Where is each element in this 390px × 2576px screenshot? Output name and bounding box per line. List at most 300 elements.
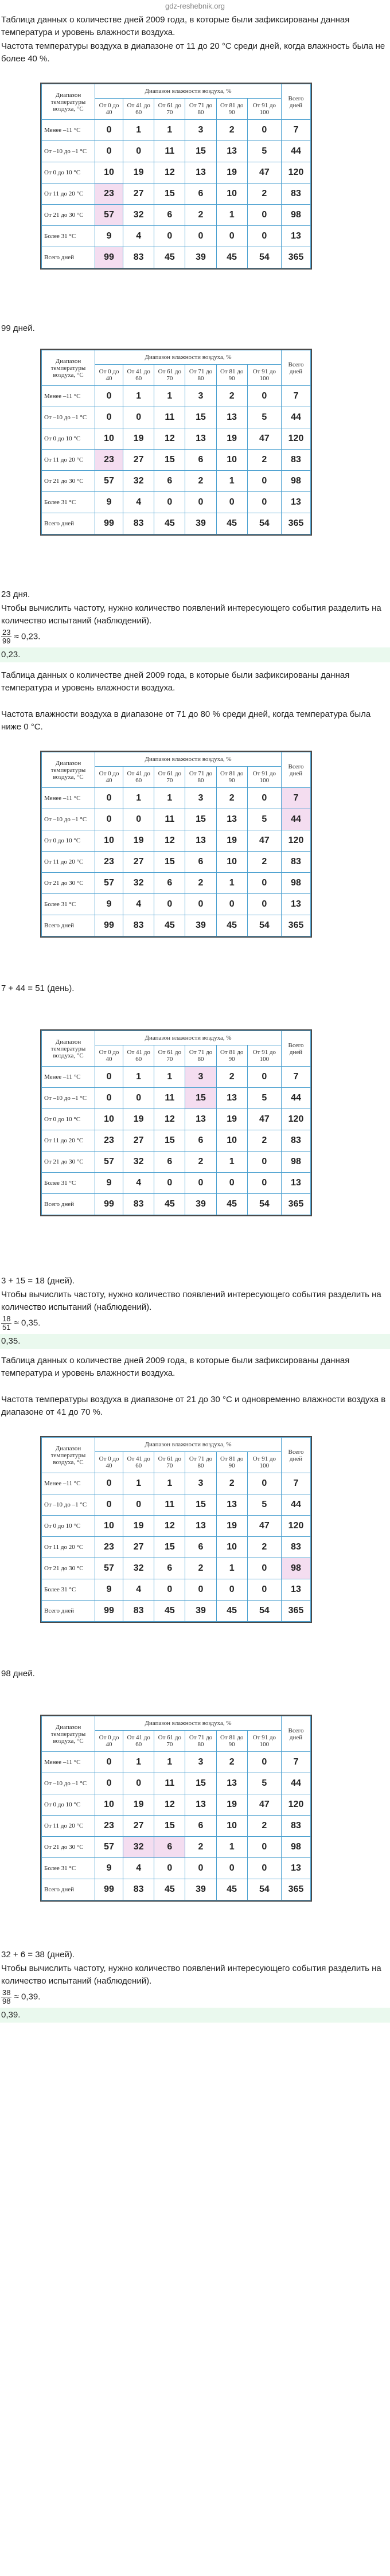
table-cell: 19: [216, 1109, 247, 1130]
table-cell: 15: [185, 1494, 216, 1516]
total-cell: 83: [282, 1130, 311, 1152]
row-label: Более 31 °C: [42, 226, 95, 247]
table-cell: 54: [247, 1601, 281, 1622]
total-cell: 13: [282, 1858, 311, 1879]
table-cell: 57: [95, 205, 123, 226]
header-humidity: Диапазон влажности воздуха, %: [95, 1031, 282, 1045]
task3-days: 98 дней.: [1, 1669, 35, 1679]
row-label: От 0 до 10 °C: [42, 1516, 95, 1537]
table-row: [42, 1194, 311, 1215]
row-label: От 11 до 20 °C: [42, 1537, 95, 1558]
frac1-result: ≈ 0,23.: [14, 631, 41, 642]
table-row: [42, 120, 311, 141]
table-cell: 1: [216, 873, 247, 894]
table-cell: 1: [123, 788, 154, 809]
table-cell: 4: [123, 226, 154, 247]
table-cell: 0: [247, 205, 281, 226]
header-col: От 0 до 40: [95, 1452, 123, 1473]
task2-calc: 7 + 44 = 51 (день).: [1, 983, 75, 993]
table-cell: 57: [95, 1558, 123, 1579]
table-row: [42, 492, 311, 513]
table-cell: 9: [95, 1858, 123, 1879]
table-cell: 0: [95, 141, 123, 162]
task1-selected: 23 дня.: [1, 590, 30, 599]
table-cell: 45: [154, 1194, 185, 1215]
table-row: [42, 788, 311, 809]
table-cell: 0: [95, 1473, 123, 1494]
table-cell: 2: [185, 1152, 216, 1173]
header-col: От 0 до 40: [95, 1045, 123, 1067]
header-col: От 81 до 90: [216, 1045, 247, 1067]
task3-selected: 32 + 6 = 38 (дней).: [1, 1950, 75, 1960]
header-col: От 71 до 80: [185, 767, 216, 788]
table-cell: 0: [154, 1858, 185, 1879]
table-cell: 10: [216, 1816, 247, 1837]
table-cell: 5: [247, 407, 281, 428]
table-cell: 45: [154, 513, 185, 534]
table-5: [40, 1436, 312, 1623]
total-cell: 7: [282, 120, 311, 141]
table-cell: 0: [247, 1152, 281, 1173]
table-row: [42, 386, 311, 407]
total-cell: 13: [282, 1579, 311, 1601]
table-cell: 13: [185, 162, 216, 184]
total-cell: 83: [282, 1816, 311, 1837]
table-cell: 10: [216, 1130, 247, 1152]
table-cell: 13: [185, 1109, 216, 1130]
total-cell: 83: [282, 1537, 311, 1558]
table-cell: 45: [216, 247, 247, 268]
table-cell: 0: [95, 386, 123, 407]
table-cell: 54: [247, 915, 281, 936]
row-label: Менее –11 °C: [42, 1752, 95, 1773]
table-cell: 2: [247, 1816, 281, 1837]
frac3-result: ≈ 0,39.: [14, 1992, 41, 2002]
table-cell: 0: [247, 788, 281, 809]
table-row: [42, 141, 311, 162]
header-humidity: Диапазон влажности воздуха, %: [95, 84, 282, 99]
table-cell: 9: [95, 1173, 123, 1194]
table-row: [42, 830, 311, 852]
row-label: От –10 до –1 °C: [42, 1773, 95, 1794]
freq-text-1: Чтобы вычислить частоту, нужно количество появлений интересующего события разделить на количество испытаний (наблюдений).: [1, 603, 381, 626]
total-cell: 98: [282, 1558, 311, 1579]
table-cell: 2: [185, 873, 216, 894]
table-cell: 2: [216, 1067, 247, 1088]
table-cell: 1: [123, 386, 154, 407]
header-col: От 91 до 100: [247, 767, 281, 788]
table-cell: 13: [216, 1773, 247, 1794]
table-cell: 0: [247, 1837, 281, 1858]
header-col: От 0 до 40: [95, 767, 123, 788]
table-row: [42, 162, 311, 184]
table-cell: 1: [154, 120, 185, 141]
answer-2: 0,35.: [0, 1334, 390, 1349]
frac3-num: 38: [2, 1988, 11, 1997]
row-label: Всего дней: [42, 915, 95, 936]
table-row: [42, 1152, 311, 1173]
table-cell: 99: [95, 247, 123, 268]
total-cell: 7: [282, 788, 311, 809]
header-total: Всего дней: [282, 1031, 311, 1067]
row-label: Всего дней: [42, 1194, 95, 1215]
row-label: От –10 до –1 °C: [42, 1494, 95, 1516]
fraction-2: [0, 1314, 390, 1332]
header-temp: Диапазон температуры воздуха, °C: [42, 1438, 95, 1473]
table-cell: 23: [95, 1816, 123, 1837]
table-cell: 83: [123, 1601, 154, 1622]
table-cell: 3: [185, 1752, 216, 1773]
table-cell: 10: [216, 184, 247, 205]
table-cell: 45: [216, 1879, 247, 1900]
table-cell: 3: [185, 1067, 216, 1088]
row-label: От 11 до 20 °C: [42, 1816, 95, 1837]
table-cell: 0: [95, 120, 123, 141]
table-cell: 6: [185, 450, 216, 471]
table-cell: 0: [154, 226, 185, 247]
table-cell: 15: [185, 141, 216, 162]
row-label: Более 31 °C: [42, 1858, 95, 1879]
table-cell: 99: [95, 915, 123, 936]
table-cell: 2: [185, 471, 216, 492]
table-cell: 1: [216, 1558, 247, 1579]
table-cell: 19: [216, 830, 247, 852]
total-cell: 365: [282, 513, 311, 534]
table-cell: 39: [185, 1194, 216, 1215]
table-cell: 6: [154, 205, 185, 226]
table-cell: 4: [123, 894, 154, 915]
table-cell: 47: [247, 162, 281, 184]
table-row: [42, 428, 311, 450]
total-cell: 365: [282, 247, 311, 268]
table-cell: 32: [123, 1558, 154, 1579]
table-cell: 1: [154, 1473, 185, 1494]
table-cell: 54: [247, 1879, 281, 1900]
header-total: Всего дней: [282, 1438, 311, 1473]
table-cell: 0: [95, 407, 123, 428]
page-header: gdz-reshebnik.org: [165, 2, 225, 10]
table-cell: 0: [216, 1858, 247, 1879]
table-cell: 0: [247, 873, 281, 894]
table-cell: 0: [247, 1579, 281, 1601]
frac1-den: 99: [2, 637, 11, 645]
table-cell: 5: [247, 809, 281, 830]
table-cell: 11: [154, 1773, 185, 1794]
table-cell: 0: [95, 1088, 123, 1109]
table-cell: 0: [185, 894, 216, 915]
total-cell: 83: [282, 852, 311, 873]
table-cell: 0: [247, 1558, 281, 1579]
row-label: От 21 до 30 °C: [42, 1152, 95, 1173]
table-cell: 1: [216, 205, 247, 226]
total-cell: 365: [282, 1601, 311, 1622]
data-table: [41, 84, 311, 268]
table-cell: 0: [247, 1752, 281, 1773]
total-cell: 120: [282, 1794, 311, 1816]
table-2: [40, 349, 312, 536]
table-cell: 0: [154, 1173, 185, 1194]
table-cell: 12: [154, 1109, 185, 1130]
table-cell: 57: [95, 1152, 123, 1173]
total-cell: 365: [282, 1879, 311, 1900]
table-cell: 10: [95, 830, 123, 852]
table-row: [42, 809, 311, 830]
table-cell: 0: [95, 1494, 123, 1516]
table-cell: 6: [154, 1837, 185, 1858]
table-cell: 2: [216, 386, 247, 407]
table-cell: 19: [216, 162, 247, 184]
table-row: [42, 184, 311, 205]
header-total: Всего дней: [282, 84, 311, 120]
table-cell: 54: [247, 247, 281, 268]
table-cell: 47: [247, 830, 281, 852]
table-cell: 57: [95, 873, 123, 894]
table-cell: 0: [185, 1858, 216, 1879]
table-cell: 0: [247, 471, 281, 492]
table-cell: 1: [154, 386, 185, 407]
table-cell: 0: [123, 1773, 154, 1794]
header-humidity: Диапазон влажности воздуха, %: [95, 752, 282, 767]
table-3: [40, 751, 312, 938]
table-cell: 4: [123, 1858, 154, 1879]
data-table: [41, 350, 311, 534]
table-cell: 19: [123, 830, 154, 852]
header-col: От 61 до 70: [154, 365, 185, 386]
table-cell: 0: [216, 1173, 247, 1194]
table-cell: 15: [154, 1130, 185, 1152]
table-row: [42, 1173, 311, 1194]
frac2-den: 51: [2, 1323, 11, 1332]
table-cell: 39: [185, 1601, 216, 1622]
row-label: Всего дней: [42, 513, 95, 534]
row-label: От 11 до 20 °C: [42, 1130, 95, 1152]
table-cell: 27: [123, 1537, 154, 1558]
row-label: Всего дней: [42, 247, 95, 268]
table-cell: 0: [123, 1494, 154, 1516]
section-1: [0, 13, 390, 2023]
table-cell: 15: [154, 450, 185, 471]
row-label: От 0 до 10 °C: [42, 1794, 95, 1816]
table-cell: 11: [154, 809, 185, 830]
freq-text-3: Чтобы вычислить частоту, нужно количество появлений интересующего события разделить на количество испытаний (наблюдений).: [1, 1964, 381, 1986]
header-temp: Диапазон температуры воздуха, °C: [42, 1716, 95, 1752]
answer-3: 0,39.: [0, 2008, 390, 2023]
row-label: От 21 до 30 °C: [42, 471, 95, 492]
header-humidity: Диапазон влажности воздуха, %: [95, 1716, 282, 1731]
total-cell: 98: [282, 205, 311, 226]
table-cell: 1: [123, 120, 154, 141]
table-row: [42, 1601, 311, 1622]
table-cell: 23: [95, 184, 123, 205]
row-label: От 11 до 20 °C: [42, 184, 95, 205]
table-cell: 5: [247, 1494, 281, 1516]
table-cell: 5: [247, 141, 281, 162]
table-cell: 12: [154, 830, 185, 852]
table-cell: 0: [185, 1579, 216, 1601]
header-col: От 71 до 80: [185, 99, 216, 120]
table-cell: 15: [185, 1773, 216, 1794]
row-label: От 21 до 30 °C: [42, 1558, 95, 1579]
table-cell: 0: [95, 788, 123, 809]
table-cell: 2: [247, 852, 281, 873]
table-cell: 47: [247, 428, 281, 450]
table-cell: 0: [247, 386, 281, 407]
total-cell: 7: [282, 1752, 311, 1773]
table-cell: 23: [95, 1130, 123, 1152]
table-cell: 39: [185, 247, 216, 268]
row-label: От –10 до –1 °C: [42, 141, 95, 162]
table-cell: 0: [154, 1579, 185, 1601]
table-row: [42, 471, 311, 492]
table-cell: 32: [123, 1152, 154, 1173]
table-cell: 3: [185, 120, 216, 141]
table-cell: 45: [216, 1194, 247, 1215]
header-col: От 71 до 80: [185, 1731, 216, 1752]
table-cell: 15: [154, 184, 185, 205]
table-row: [42, 915, 311, 936]
table-cell: 5: [247, 1773, 281, 1794]
table-cell: 2: [185, 1558, 216, 1579]
table-row: [42, 1130, 311, 1152]
table-row: [42, 873, 311, 894]
table-cell: 19: [123, 1109, 154, 1130]
header-col: От 41 до 60: [123, 1731, 154, 1752]
table-cell: 13: [185, 1516, 216, 1537]
header-col: От 91 до 100: [247, 99, 281, 120]
table-row: [42, 1794, 311, 1816]
table-cell: 99: [95, 513, 123, 534]
header-humidity: Диапазон влажности воздуха, %: [95, 1438, 282, 1452]
table-row: [42, 1558, 311, 1579]
header-humidity: Диапазон влажности воздуха, %: [95, 350, 282, 365]
table-cell: 13: [216, 1088, 247, 1109]
header-col: От 81 до 90: [216, 99, 247, 120]
fraction-1: [0, 627, 390, 645]
header-col: От 61 до 70: [154, 1045, 185, 1067]
table-cell: 15: [185, 1088, 216, 1109]
table-cell: 27: [123, 852, 154, 873]
total-cell: 120: [282, 830, 311, 852]
row-label: От –10 до –1 °C: [42, 809, 95, 830]
table-cell: 23: [95, 450, 123, 471]
table-row: [42, 1516, 311, 1537]
table-cell: 6: [185, 1537, 216, 1558]
task1-text: Частота температуры воздуха в диапазоне от 11 до 20 °C среди дней, когда влажность была не более 40 %.: [1, 41, 385, 64]
table-cell: 6: [154, 873, 185, 894]
header-col: От 61 до 70: [154, 767, 185, 788]
table-row: [42, 1579, 311, 1601]
table-cell: 11: [154, 1088, 185, 1109]
table-cell: 10: [95, 1109, 123, 1130]
table-cell: 39: [185, 1879, 216, 1900]
row-label: От 21 до 30 °C: [42, 1837, 95, 1858]
table-row: [42, 1494, 311, 1516]
header-col: От 81 до 90: [216, 767, 247, 788]
table-row: [42, 1752, 311, 1773]
row-label: Менее –11 °C: [42, 120, 95, 141]
table-cell: 45: [154, 915, 185, 936]
row-label: От 0 до 10 °C: [42, 1109, 95, 1130]
table-row: [42, 247, 311, 268]
table-cell: 0: [154, 894, 185, 915]
total-cell: 44: [282, 1773, 311, 1794]
table-row: [42, 852, 311, 873]
table-cell: 13: [216, 141, 247, 162]
table-row: [42, 1816, 311, 1837]
table-cell: 10: [95, 1794, 123, 1816]
table-cell: 15: [154, 1537, 185, 1558]
total-cell: 13: [282, 492, 311, 513]
table-cell: 99: [95, 1879, 123, 1900]
data-table: [41, 1031, 311, 1215]
table-cell: 0: [95, 1773, 123, 1794]
table-cell: 1: [154, 788, 185, 809]
table-cell: 4: [123, 1173, 154, 1194]
table-row: [42, 1088, 311, 1109]
total-cell: 120: [282, 1109, 311, 1130]
table-cell: 13: [185, 428, 216, 450]
total-cell: 83: [282, 450, 311, 471]
table-cell: 1: [123, 1752, 154, 1773]
table-cell: 2: [247, 1537, 281, 1558]
row-label: От 0 до 10 °C: [42, 162, 95, 184]
row-label: От 0 до 10 °C: [42, 830, 95, 852]
table-cell: 10: [216, 1537, 247, 1558]
table-cell: 1: [216, 471, 247, 492]
table-cell: 99: [95, 1601, 123, 1622]
header-col: От 81 до 90: [216, 365, 247, 386]
table-row: [42, 1537, 311, 1558]
row-label: От –10 до –1 °C: [42, 407, 95, 428]
intro-text-2: Таблица данных о количестве дней 2009 года, в которые были зафиксированы данная температура и уровень влажности воздуха.: [1, 670, 350, 693]
header-col: От 81 до 90: [216, 1452, 247, 1473]
table-cell: 32: [123, 205, 154, 226]
table-cell: 0: [185, 226, 216, 247]
table-cell: 27: [123, 450, 154, 471]
table-cell: 47: [247, 1516, 281, 1537]
table-cell: 45: [216, 513, 247, 534]
header-col: От 41 до 60: [123, 1452, 154, 1473]
table-cell: 32: [123, 1837, 154, 1858]
table-cell: 83: [123, 247, 154, 268]
header-col: От 41 до 60: [123, 365, 154, 386]
table-cell: 0: [247, 226, 281, 247]
row-label: Более 31 °C: [42, 1173, 95, 1194]
table-cell: 2: [247, 184, 281, 205]
total-cell: 98: [282, 1837, 311, 1858]
row-label: Менее –11 °C: [42, 1067, 95, 1088]
frac1-num: 23: [2, 628, 11, 637]
table-cell: 4: [123, 1579, 154, 1601]
header-col: От 91 до 100: [247, 365, 281, 386]
table-cell: 27: [123, 1130, 154, 1152]
table-cell: 15: [185, 407, 216, 428]
intro-text: Таблица данных о количестве дней 2009 года, в которые были зафиксированы данная температура и уровень влажности воздуха.: [1, 15, 350, 37]
row-label: Более 31 °C: [42, 1579, 95, 1601]
header-col: От 61 до 70: [154, 1452, 185, 1473]
frac2-result: ≈ 0,35.: [14, 1318, 41, 1328]
table-cell: 12: [154, 1516, 185, 1537]
task2-text: Частота влажности воздуха в диапазоне от 71 до 80 % среди дней, когда температура была ниже 0 °C.: [1, 709, 371, 732]
table-cell: 9: [95, 894, 123, 915]
table-cell: 54: [247, 1194, 281, 1215]
total-cell: 44: [282, 141, 311, 162]
total-cell: 98: [282, 471, 311, 492]
row-label: Более 31 °C: [42, 492, 95, 513]
table-cell: 47: [247, 1109, 281, 1130]
table-cell: 39: [185, 915, 216, 936]
table-cell: 13: [216, 809, 247, 830]
